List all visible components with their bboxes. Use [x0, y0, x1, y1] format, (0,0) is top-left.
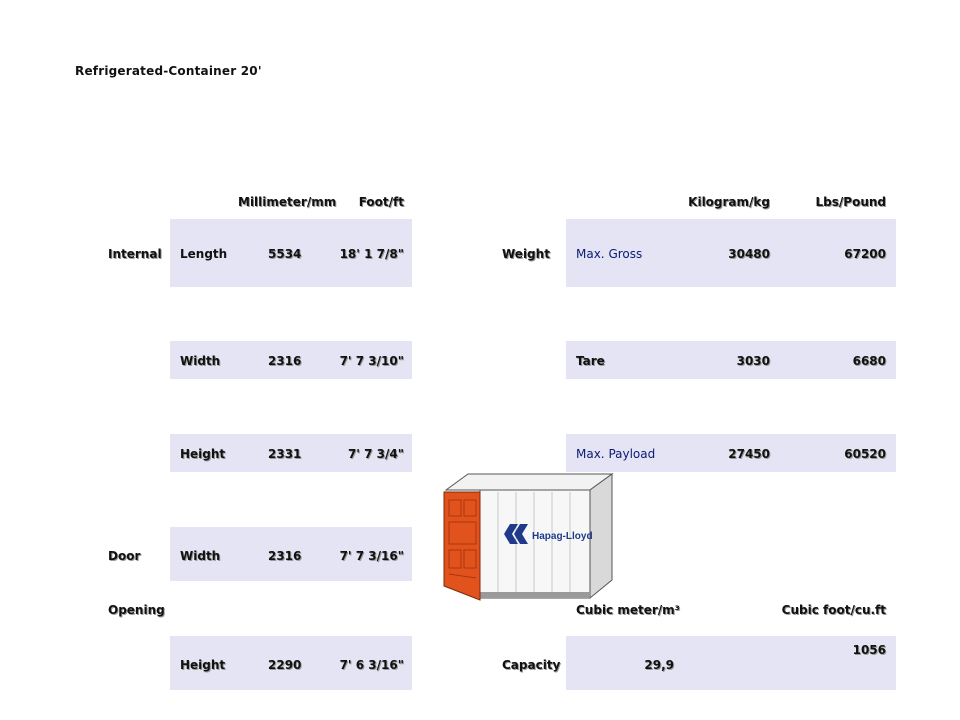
header-kilogram: Kilogram/kg	[688, 195, 770, 209]
row-mm: 2290	[268, 658, 302, 672]
group-weight: Weight	[502, 247, 550, 261]
row-label: Height	[180, 658, 226, 672]
row-ft: 18' 1 7/8"	[339, 247, 404, 261]
row-lbs: 67200	[844, 247, 886, 261]
row-label: Width	[180, 354, 221, 368]
capacity-label: Capacity	[502, 658, 561, 672]
capacity-m3: 29,9	[644, 658, 674, 672]
header-lbs: Lbs/Pound	[815, 195, 886, 209]
row-label: Max. Gross	[576, 247, 643, 261]
row-mm: 2316	[268, 549, 302, 563]
row-ft: 7' 6 3/16"	[339, 658, 404, 672]
row-kg: 27450	[728, 447, 770, 461]
row-mm: 5534	[268, 247, 302, 261]
header-cubic-foot: Cubic foot/cu.ft	[781, 603, 886, 617]
group-internal: Internal	[108, 247, 162, 261]
row-mm: 2316	[268, 354, 302, 368]
row-label: Length	[180, 247, 228, 261]
row-lbs: 60520	[844, 447, 886, 461]
group-opening: Opening	[108, 603, 165, 617]
row-ft: 7' 7 3/10"	[339, 354, 404, 368]
row-label: Max. Payload	[576, 447, 656, 461]
container-icon	[440, 462, 620, 612]
page-title: Refrigerated-Container 20'	[75, 64, 262, 78]
row-mm: 2331	[268, 447, 302, 461]
row-label: Height	[180, 447, 226, 461]
row-ft: 7' 7 3/4"	[347, 447, 404, 461]
header-cubic-meter: Cubic meter/m³	[576, 603, 680, 617]
row-ft: 7' 7 3/16"	[339, 549, 404, 563]
row-lbs: 6680	[852, 354, 886, 368]
row-label: Tare	[576, 354, 605, 368]
group-door: Door	[108, 549, 141, 563]
brand-label: Hapag-Lloyd	[532, 531, 593, 542]
header-foot: Foot/ft	[358, 195, 404, 209]
header-millimeter: Millimeter/mm	[238, 195, 337, 209]
row-label: Width	[180, 549, 221, 563]
row-kg: 3030	[736, 354, 770, 368]
row-kg: 30480	[728, 247, 770, 261]
container-image	[440, 462, 620, 612]
capacity-cuft: 1056	[852, 643, 886, 657]
